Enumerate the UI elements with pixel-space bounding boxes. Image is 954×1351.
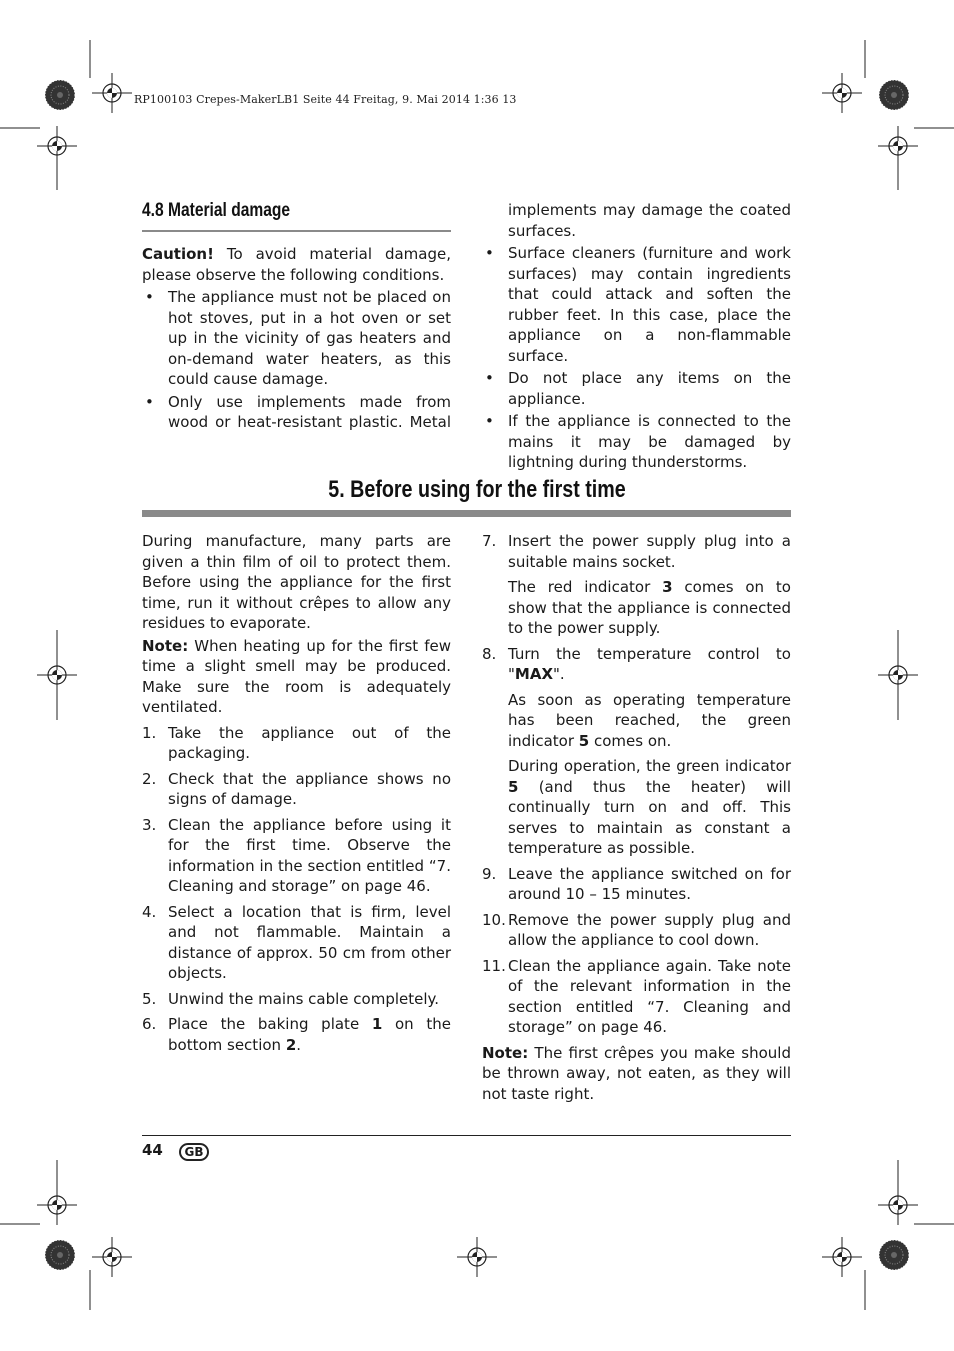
step-number: 6.	[142, 1015, 157, 1033]
step-number: 1.	[142, 723, 157, 742]
bullet-icon: •	[145, 288, 154, 306]
material-damage-right-column	[482, 200, 791, 473]
bullet-icon: •	[145, 392, 154, 411]
footer-rule	[142, 1135, 791, 1136]
bullet-text: If the appliance is connected to the mains it may be damaged by lightning during thunderstorms.	[508, 412, 791, 471]
step-number: 9.	[482, 864, 497, 883]
step-number: 10.	[482, 910, 506, 929]
step-text: Unwind the mains cable completely.	[168, 989, 440, 1008]
step-text: Clean the appliance again. Take note of the relevant information in the section entitled “7. Cleaning and storage” on page 46.	[508, 956, 791, 1036]
bullet-text: Surface cleaners (furniture and work surfaces) may contain ingredients that could attack and soften the rubber feet. In this case, place the appliance on a non-flammable surface.	[508, 244, 791, 365]
list-item	[482, 910, 791, 951]
list-item	[482, 956, 791, 1038]
bullet-text: Do not place any items on the appliance.	[508, 369, 791, 408]
list-item	[142, 392, 451, 433]
chapter-heading: 5. Before using for the first time	[328, 476, 626, 503]
bullet-text: Only use implements made from wood or heat-resistant plastic. Metal	[168, 392, 451, 431]
step-detail: The red indicator 3 comes on to show that the appliance is connected to the power supply.	[508, 578, 791, 637]
step-text: Take the appliance out of the packaging.	[168, 723, 451, 762]
list-item	[482, 531, 791, 572]
intro-paragraph: During manufacture, many parts are given a thin film of oil to protect them. Before using the appliance for the first time, run it without crêpes to allow any residues to evaporate.	[142, 532, 451, 632]
step-text: Place the baking plate 1 on the bottom section 2.	[168, 1015, 452, 1054]
list-item	[142, 769, 451, 810]
page-number: 44	[142, 1141, 163, 1159]
step-text: Check that the appliance shows no signs of damage.	[168, 769, 451, 808]
bullet-text: The appliance must not be placed on hot stoves, put in a hot oven or set up in the vicinity of gas heaters and on-demand water heaters, as this could cause damage.	[168, 288, 451, 388]
note-label: Note:	[482, 1043, 529, 1062]
step-text: Clean the appliance before using it for the first time. Observe the information in the section entitled “7. Cleaning and storage” on page 46.	[168, 815, 451, 895]
part-reference: 5	[578, 731, 590, 750]
list-item	[142, 815, 451, 897]
setting-reference: MAX	[514, 665, 554, 683]
note-paragraph	[142, 636, 451, 718]
note-paragraph	[482, 1043, 791, 1105]
country-badge: GB	[179, 1143, 209, 1161]
bullet-icon: •	[485, 369, 494, 387]
list-item	[482, 644, 791, 685]
first-use-left-column	[142, 531, 451, 1055]
list-item	[142, 902, 451, 984]
step-number: 8.	[482, 644, 497, 663]
caution-label: Caution!	[142, 245, 214, 263]
caution-paragraph	[142, 244, 451, 285]
note-text: When heating up for the first few time a slight smell may be produced. Make sure the room is adequately ventilated.	[142, 636, 451, 716]
list-item	[482, 411, 791, 473]
list-item	[482, 243, 791, 366]
step-number: 11.	[482, 956, 506, 975]
heading-rule	[142, 230, 451, 232]
step-text: Remove the power supply plug and allow the appliance to cool down.	[508, 910, 791, 949]
step-number: 7.	[482, 532, 497, 550]
bullet-continuation: implements may damage the coated surfaces.	[508, 201, 791, 240]
step-number: 2.	[142, 769, 157, 788]
bullet-icon: •	[485, 244, 494, 262]
step-detail: As soon as operating temperature has been reached, the green indicator 5 comes on.	[508, 690, 791, 750]
first-use-right-column	[482, 531, 791, 1104]
step-text: Turn the temperature control to "MAX".	[508, 644, 791, 683]
chapter-rule	[142, 510, 791, 517]
part-reference: 5	[508, 777, 519, 796]
step-text: Leave the appliance switched on for around 10 – 15 minutes.	[508, 864, 791, 903]
list-item	[482, 864, 791, 905]
list-item	[142, 723, 451, 764]
caution-text: To avoid material damage, please observe the following conditions.	[142, 245, 451, 284]
step-text: Select a location that is firm, level and not flammable. Maintain a distance of approx. 50 cm from other objects.	[168, 902, 451, 982]
part-reference: 2	[285, 1035, 297, 1054]
list-item	[142, 287, 451, 390]
list-item	[482, 368, 791, 409]
part-reference: 1	[371, 1015, 383, 1033]
list-item	[142, 1014, 451, 1055]
step-number: 5.	[142, 989, 157, 1008]
material-damage-left-column	[142, 244, 451, 433]
part-reference: 3	[662, 578, 673, 596]
step-number: 4.	[142, 902, 157, 921]
note-text: The first crêpes you make should be thrown away, not eaten, as they will not taste right.	[482, 1043, 791, 1103]
step-text: Insert the power supply plug into a suitable mains socket.	[508, 532, 791, 571]
step-detail: During operation, the green indicator 5 (and thus the heater) will continually turn on and off. This serves to maintain as constant a temperature as possible.	[508, 757, 791, 857]
step-number: 3.	[142, 815, 157, 834]
bullet-icon: •	[485, 412, 494, 430]
note-label: Note:	[142, 636, 189, 655]
print-metadata: RP100103 Crepes-MakerLB1 Seite 44 Freitag, 9. Mai 2014 1:36 13	[134, 93, 517, 106]
list-item	[142, 989, 451, 1010]
section-heading-material-damage: 4.8 Material damage	[142, 200, 291, 221]
